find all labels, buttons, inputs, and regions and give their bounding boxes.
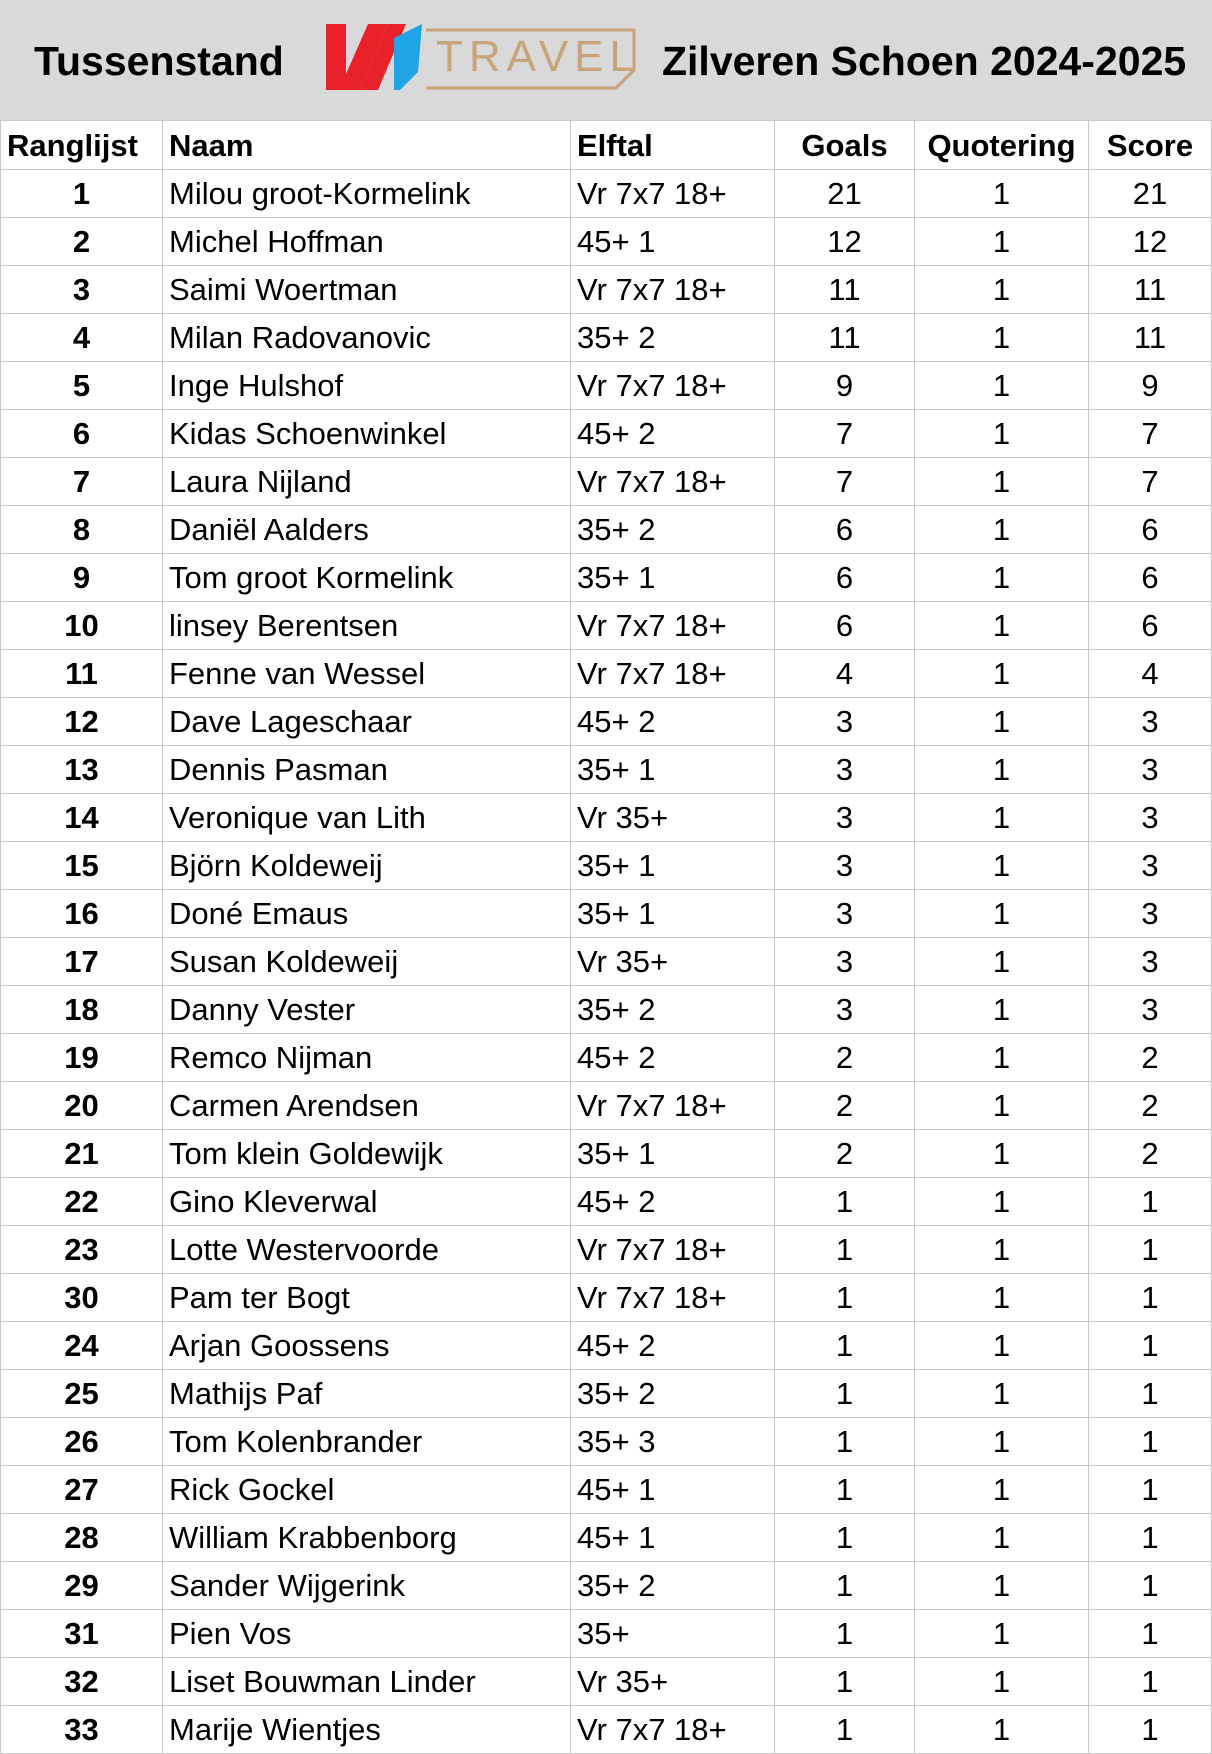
rank-cell: 27 [1, 1466, 163, 1514]
rank-cell: 9 [1, 554, 163, 602]
name-cell: Michel Hoffman [163, 218, 571, 266]
goals-cell: 9 [775, 362, 915, 410]
rank-cell: 32 [1, 1658, 163, 1706]
goals-cell: 11 [775, 266, 915, 314]
team-cell: Vr 7x7 18+ [571, 458, 775, 506]
quotering-cell: 1 [915, 1034, 1089, 1082]
goals-cell: 2 [775, 1082, 915, 1130]
quotering-cell: 1 [915, 842, 1089, 890]
name-cell: Pien Vos [163, 1610, 571, 1658]
name-cell: Susan Koldeweij [163, 938, 571, 986]
score-cell: 6 [1089, 554, 1212, 602]
goals-cell: 11 [775, 314, 915, 362]
team-cell: 35+ 1 [571, 890, 775, 938]
name-cell: Sander Wijgerink [163, 1562, 571, 1610]
quotering-cell: 1 [915, 1130, 1089, 1178]
goals-cell: 3 [775, 794, 915, 842]
rank-cell: 19 [1, 1034, 163, 1082]
team-cell: Vr 7x7 18+ [571, 362, 775, 410]
score-cell: 3 [1089, 698, 1212, 746]
table-row [1, 1082, 1212, 1130]
name-cell: Veronique van Lith [163, 794, 571, 842]
quotering-cell: 1 [915, 698, 1089, 746]
rank-cell: 30 [1, 1274, 163, 1322]
table-row [1, 1562, 1212, 1610]
rank-cell: 20 [1, 1082, 163, 1130]
goals-cell: 1 [775, 1562, 915, 1610]
table-row [1, 362, 1212, 410]
rank-cell: 17 [1, 938, 163, 986]
goals-cell: 1 [775, 1706, 915, 1754]
name-cell: Dave Lageschaar [163, 698, 571, 746]
table-row [1, 1610, 1212, 1658]
quotering-cell: 1 [915, 1178, 1089, 1226]
score-cell: 3 [1089, 794, 1212, 842]
name-cell: Björn Koldeweij [163, 842, 571, 890]
quotering-cell: 1 [915, 602, 1089, 650]
team-cell: 45+ 1 [571, 1466, 775, 1514]
rank-cell: 2 [1, 218, 163, 266]
table-row [1, 1322, 1212, 1370]
name-cell: Milan Radovanovic [163, 314, 571, 362]
name-cell: Danny Vester [163, 986, 571, 1034]
score-cell: 1 [1089, 1610, 1212, 1658]
name-cell: Pam ter Bogt [163, 1274, 571, 1322]
score-cell: 1 [1089, 1466, 1212, 1514]
table-row [1, 1178, 1212, 1226]
table-row [1, 506, 1212, 554]
goals-cell: 21 [775, 170, 915, 218]
rank-cell: 33 [1, 1706, 163, 1754]
logo-text: TRAVEL [436, 32, 640, 81]
team-cell: Vr 7x7 18+ [571, 602, 775, 650]
score-cell: 1 [1089, 1178, 1212, 1226]
table-row [1, 1466, 1212, 1514]
team-cell: 35+ 2 [571, 1370, 775, 1418]
quotering-cell: 1 [915, 1610, 1089, 1658]
goals-cell: 3 [775, 890, 915, 938]
goals-cell: 3 [775, 746, 915, 794]
column-header-goals: Goals [775, 121, 915, 170]
team-cell: Vr 35+ [571, 938, 775, 986]
table-row [1, 698, 1212, 746]
name-cell: Kidas Schoenwinkel [163, 410, 571, 458]
score-cell: 1 [1089, 1418, 1212, 1466]
score-cell: 3 [1089, 746, 1212, 794]
goals-cell: 1 [775, 1514, 915, 1562]
table-row [1, 554, 1212, 602]
quotering-cell: 1 [915, 746, 1089, 794]
table-row [1, 1226, 1212, 1274]
team-cell: 35+ 2 [571, 506, 775, 554]
name-cell: Arjan Goossens [163, 1322, 571, 1370]
quotering-cell: 1 [915, 410, 1089, 458]
team-cell: Vr 7x7 18+ [571, 1226, 775, 1274]
score-cell: 1 [1089, 1370, 1212, 1418]
table-row [1, 650, 1212, 698]
name-cell: Tom klein Goldewijk [163, 1130, 571, 1178]
score-cell: 2 [1089, 1130, 1212, 1178]
quotering-cell: 1 [915, 1274, 1089, 1322]
goals-cell: 7 [775, 410, 915, 458]
table-row [1, 1034, 1212, 1082]
rank-cell: 6 [1, 410, 163, 458]
quotering-cell: 1 [915, 1226, 1089, 1274]
quotering-cell: 1 [915, 314, 1089, 362]
team-cell: 45+ 2 [571, 1322, 775, 1370]
table-row [1, 842, 1212, 890]
rank-cell: 16 [1, 890, 163, 938]
goals-cell: 1 [775, 1226, 915, 1274]
score-cell: 6 [1089, 602, 1212, 650]
team-cell: 45+ 2 [571, 410, 775, 458]
score-cell: 1 [1089, 1514, 1212, 1562]
team-cell: 35+ 2 [571, 1562, 775, 1610]
goals-cell: 3 [775, 842, 915, 890]
team-cell: 35+ 1 [571, 746, 775, 794]
rank-cell: 11 [1, 650, 163, 698]
table-row [1, 602, 1212, 650]
name-cell: Laura Nijland [163, 458, 571, 506]
page-header [0, 0, 1212, 120]
quotering-cell: 1 [915, 1082, 1089, 1130]
rank-cell: 29 [1, 1562, 163, 1610]
table-row [1, 986, 1212, 1034]
quotering-cell: 1 [915, 554, 1089, 602]
quotering-cell: 1 [915, 1370, 1089, 1418]
quotering-cell: 1 [915, 362, 1089, 410]
rank-cell: 10 [1, 602, 163, 650]
goals-cell: 1 [775, 1274, 915, 1322]
quotering-cell: 1 [915, 794, 1089, 842]
goals-cell: 3 [775, 698, 915, 746]
quotering-cell: 1 [915, 1466, 1089, 1514]
name-cell: Mathijs Paf [163, 1370, 571, 1418]
rank-cell: 25 [1, 1370, 163, 1418]
quotering-cell: 1 [915, 1562, 1089, 1610]
goals-cell: 1 [775, 1418, 915, 1466]
goals-cell: 1 [775, 1610, 915, 1658]
table-row [1, 218, 1212, 266]
quotering-cell: 1 [915, 1514, 1089, 1562]
rank-cell: 22 [1, 1178, 163, 1226]
goals-cell: 12 [775, 218, 915, 266]
score-cell: 11 [1089, 314, 1212, 362]
table-row [1, 1130, 1212, 1178]
rank-cell: 31 [1, 1610, 163, 1658]
table-row [1, 746, 1212, 794]
table-row [1, 410, 1212, 458]
team-cell: 35+ 1 [571, 554, 775, 602]
goals-cell: 6 [775, 602, 915, 650]
goals-cell: 4 [775, 650, 915, 698]
name-cell: William Krabbenborg [163, 1514, 571, 1562]
table-row [1, 1514, 1212, 1562]
quotering-cell: 1 [915, 218, 1089, 266]
name-cell: linsey Berentsen [163, 602, 571, 650]
goals-cell: 3 [775, 938, 915, 986]
name-cell: Liset Bouwman Linder [163, 1658, 571, 1706]
table-header-row [1, 121, 1212, 170]
name-cell: Milou groot-Kormelink [163, 170, 571, 218]
goals-cell: 1 [775, 1370, 915, 1418]
goals-cell: 6 [775, 506, 915, 554]
team-cell: 45+ 2 [571, 1178, 775, 1226]
team-cell: 45+ 2 [571, 1034, 775, 1082]
score-cell: 2 [1089, 1082, 1212, 1130]
table-row [1, 938, 1212, 986]
rank-cell: 8 [1, 506, 163, 554]
quotering-cell: 1 [915, 890, 1089, 938]
score-cell: 6 [1089, 506, 1212, 554]
score-cell: 3 [1089, 890, 1212, 938]
team-cell: 35+ 2 [571, 986, 775, 1034]
score-cell: 1 [1089, 1562, 1212, 1610]
table-row [1, 1370, 1212, 1418]
competition-title: Zilveren Schoen 2024-2025 [662, 38, 1187, 84]
goals-cell: 1 [775, 1466, 915, 1514]
name-cell: Fenne van Wessel [163, 650, 571, 698]
rank-cell: 13 [1, 746, 163, 794]
quotering-cell: 1 [915, 1706, 1089, 1754]
quotering-cell: 1 [915, 650, 1089, 698]
score-cell: 1 [1089, 1658, 1212, 1706]
rank-cell: 4 [1, 314, 163, 362]
score-cell: 12 [1089, 218, 1212, 266]
name-cell: Saimi Woertman [163, 266, 571, 314]
score-cell: 7 [1089, 458, 1212, 506]
score-cell: 9 [1089, 362, 1212, 410]
rank-cell: 28 [1, 1514, 163, 1562]
score-cell: 3 [1089, 938, 1212, 986]
table-row [1, 1658, 1212, 1706]
team-cell: Vr 35+ [571, 1658, 775, 1706]
table-row [1, 890, 1212, 938]
rank-cell: 26 [1, 1418, 163, 1466]
goals-cell: 2 [775, 1130, 915, 1178]
goals-cell: 1 [775, 1658, 915, 1706]
goals-cell: 7 [775, 458, 915, 506]
quotering-cell: 1 [915, 1322, 1089, 1370]
team-cell: Vr 35+ [571, 794, 775, 842]
goals-cell: 6 [775, 554, 915, 602]
goals-cell: 1 [775, 1178, 915, 1226]
column-header-ranglijst: Ranglijst [1, 121, 163, 170]
score-cell: 4 [1089, 650, 1212, 698]
table-row [1, 1706, 1212, 1754]
standings-table [0, 120, 1212, 1754]
score-cell: 1 [1089, 1322, 1212, 1370]
team-cell: 35+ 2 [571, 314, 775, 362]
team-cell: Vr 7x7 18+ [571, 650, 775, 698]
goals-cell: 2 [775, 1034, 915, 1082]
table-row [1, 266, 1212, 314]
quotering-cell: 1 [915, 170, 1089, 218]
page-title: Tussenstand [34, 38, 284, 84]
goals-cell: 1 [775, 1322, 915, 1370]
quotering-cell: 1 [915, 1658, 1089, 1706]
column-header-elftal: Elftal [571, 121, 775, 170]
score-cell: 1 [1089, 1274, 1212, 1322]
team-cell: Vr 7x7 18+ [571, 266, 775, 314]
team-cell: 35+ [571, 1610, 775, 1658]
score-cell: 3 [1089, 842, 1212, 890]
column-header-naam: Naam [163, 121, 571, 170]
table-row [1, 1274, 1212, 1322]
team-cell: 35+ 3 [571, 1418, 775, 1466]
team-cell: 45+ 1 [571, 218, 775, 266]
team-cell: 45+ 1 [571, 1514, 775, 1562]
score-cell: 11 [1089, 266, 1212, 314]
table-row [1, 314, 1212, 362]
name-cell: Marije Wientjes [163, 1706, 571, 1754]
rank-cell: 12 [1, 698, 163, 746]
team-cell: Vr 7x7 18+ [571, 170, 775, 218]
score-cell: 1 [1089, 1706, 1212, 1754]
quotering-cell: 1 [915, 266, 1089, 314]
score-cell: 7 [1089, 410, 1212, 458]
score-cell: 3 [1089, 986, 1212, 1034]
table-row [1, 1418, 1212, 1466]
table-row [1, 794, 1212, 842]
name-cell: Dennis Pasman [163, 746, 571, 794]
team-cell: 35+ 1 [571, 1130, 775, 1178]
name-cell: Lotte Westervoorde [163, 1226, 571, 1274]
name-cell: Carmen Arendsen [163, 1082, 571, 1130]
team-cell: Vr 7x7 18+ [571, 1274, 775, 1322]
team-cell: 45+ 2 [571, 698, 775, 746]
quotering-cell: 1 [915, 458, 1089, 506]
rank-cell: 1 [1, 170, 163, 218]
rank-cell: 5 [1, 362, 163, 410]
quotering-cell: 1 [915, 506, 1089, 554]
name-cell: Daniël Aalders [163, 506, 571, 554]
quotering-cell: 1 [915, 938, 1089, 986]
score-cell: 1 [1089, 1226, 1212, 1274]
quotering-cell: 1 [915, 1418, 1089, 1466]
rank-cell: 3 [1, 266, 163, 314]
table-row [1, 170, 1212, 218]
rank-cell: 14 [1, 794, 163, 842]
name-cell: Tom groot Kormelink [163, 554, 571, 602]
rank-cell: 21 [1, 1130, 163, 1178]
rank-cell: 23 [1, 1226, 163, 1274]
name-cell: Doné Emaus [163, 890, 571, 938]
name-cell: Remco Nijman [163, 1034, 571, 1082]
team-cell: Vr 7x7 18+ [571, 1706, 775, 1754]
score-cell: 2 [1089, 1034, 1212, 1082]
column-header-quotering: Quotering [915, 121, 1089, 170]
rank-cell: 18 [1, 986, 163, 1034]
team-cell: Vr 7x7 18+ [571, 1082, 775, 1130]
quotering-cell: 1 [915, 986, 1089, 1034]
name-cell: Tom Kolenbrander [163, 1418, 571, 1466]
rank-cell: 24 [1, 1322, 163, 1370]
table-row [1, 458, 1212, 506]
rank-cell: 7 [1, 458, 163, 506]
name-cell: Gino Kleverwal [163, 1178, 571, 1226]
column-header-score: Score [1089, 121, 1212, 170]
name-cell: Inge Hulshof [163, 362, 571, 410]
goals-cell: 3 [775, 986, 915, 1034]
score-cell: 21 [1089, 170, 1212, 218]
rank-cell: 15 [1, 842, 163, 890]
team-cell: 35+ 1 [571, 842, 775, 890]
name-cell: Rick Gockel [163, 1466, 571, 1514]
